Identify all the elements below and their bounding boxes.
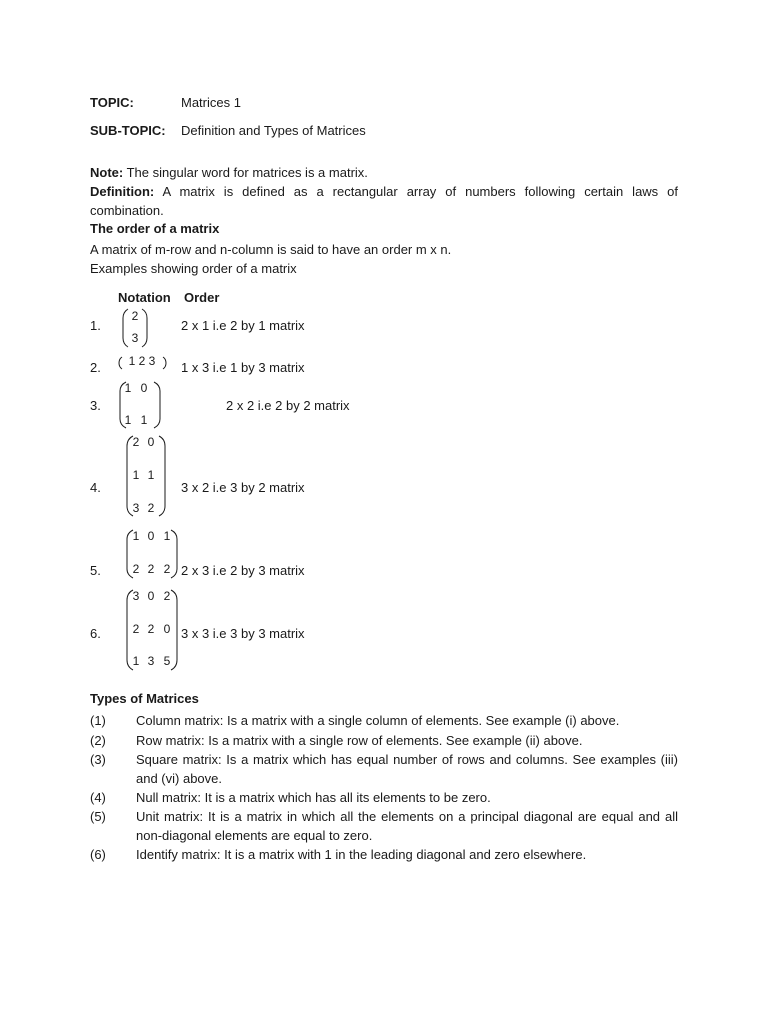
example-number: 3. xyxy=(90,398,101,413)
matrix-cell: 2 xyxy=(163,589,171,603)
matrix-example-4 xyxy=(124,434,170,518)
subtopic-label: SUB-TOPIC: xyxy=(90,123,166,138)
example-number: 6. xyxy=(90,626,101,641)
type-item-number: (5) xyxy=(90,809,106,824)
matrix-cell: 1 xyxy=(124,413,132,427)
matrix-cell: 2 xyxy=(132,435,140,449)
matrix-example-2 xyxy=(117,353,169,373)
example-number: 4. xyxy=(90,480,101,495)
type-item-number: (3) xyxy=(90,752,106,767)
example-number: 2. xyxy=(90,360,101,375)
matrix-cell: 1 xyxy=(132,468,140,482)
matrix-cell: 3 xyxy=(132,589,140,603)
type-item-number: (2) xyxy=(90,733,106,748)
matrix-cell: 5 xyxy=(163,654,171,668)
topic-label: TOPIC: xyxy=(90,95,134,110)
type-item-number: (1) xyxy=(90,713,106,728)
matrix-cell: 0 xyxy=(147,435,155,449)
type-item-text: Null matrix: It is a matrix which has all its elements to be zero. xyxy=(136,790,491,805)
order-heading: The order of a matrix xyxy=(90,221,220,236)
matrix-cell: 2 xyxy=(147,622,155,636)
note-paragraph xyxy=(90,163,678,182)
note-text: The singular word for matrices is a matrix. xyxy=(126,165,368,180)
note-label: Note: xyxy=(90,165,124,180)
example-order: 3 x 2 i.e 3 by 2 matrix xyxy=(181,480,305,495)
matrix-cell: 1 xyxy=(140,413,148,427)
matrix-cell: 1 xyxy=(132,529,140,543)
definition-paragraph xyxy=(90,182,678,220)
matrix-cell: 2 xyxy=(163,562,171,576)
matrix-example-1 xyxy=(120,308,150,348)
subtopic-value: Definition and Types of Matrices xyxy=(181,123,366,138)
matrix-cell: 0 xyxy=(147,529,155,543)
example-order: 3 x 3 i.e 3 by 3 matrix xyxy=(181,626,305,641)
example-order: 2 x 3 i.e 2 by 3 matrix xyxy=(181,563,305,578)
example-order: 2 x 1 i.e 2 by 1 matrix xyxy=(181,318,305,333)
example-order: 2 x 2 i.e 2 by 2 matrix xyxy=(226,398,350,413)
matrix-cell: 0 xyxy=(163,622,171,636)
matrix-cell: 2 xyxy=(147,501,155,515)
type-item-text: Unit matrix: It is a matrix in which all the elements on a principal diagonal are equal and all non-diagonal elements are equal to zero. xyxy=(136,809,678,843)
matrix-cell: 1 xyxy=(132,654,140,668)
type-item-text: Identify matrix: It is a matrix with 1 in the leading diagonal and zero elsewhere. xyxy=(136,847,587,862)
order-column-header: Order xyxy=(184,290,220,305)
matrix-example-3 xyxy=(117,380,163,430)
type-item-text: Square matrix: Is a matrix which has equal number of rows and columns. See examples (iii) and (vi) above. xyxy=(136,752,678,786)
matrix-cell: 1 xyxy=(124,381,132,395)
type-item-number: (4) xyxy=(90,790,106,805)
matrix-cell: 3 xyxy=(132,501,140,515)
definition-label: Definition: xyxy=(90,184,155,199)
type-item-number: (6) xyxy=(90,847,106,862)
matrix-example-5 xyxy=(124,528,180,580)
topic-value: Matrices 1 xyxy=(181,95,241,110)
matrix-cell: 2 xyxy=(131,309,139,323)
matrix-cell: 2 xyxy=(132,622,140,636)
type-item-text: Column matrix: Is a matrix with a single column of elements. See example (i) above. xyxy=(136,713,620,728)
matrix-cell: 1 xyxy=(163,529,171,543)
types-heading: Types of Matrices xyxy=(90,691,199,706)
matrix-cell: 0 xyxy=(147,589,155,603)
example-order: 1 x 3 i.e 1 by 3 matrix xyxy=(181,360,305,375)
example-number: 1. xyxy=(90,318,101,333)
matrix-cell: 1 2 3 xyxy=(128,354,156,368)
example-number: 5. xyxy=(90,563,101,578)
matrix-cell: 2 xyxy=(147,562,155,576)
matrix-cell: 3 xyxy=(147,654,155,668)
matrix-cell: 3 xyxy=(131,331,139,345)
matrix-cell: 2 xyxy=(132,562,140,576)
type-item-text: Row matrix: Is a matrix with a single row of elements. See example (ii) above. xyxy=(136,733,583,748)
matrix-cell: 0 xyxy=(140,381,148,395)
notation-column-header: Notation xyxy=(118,290,171,305)
matrix-cell: 1 xyxy=(147,468,155,482)
definition-text: A matrix is defined as a rectangular array of numbers following certain laws of combination. xyxy=(90,184,678,218)
order-line-1: A matrix of m-row and n-column is said to have an order m x n. xyxy=(90,242,452,257)
matrix-example-6 xyxy=(124,588,180,672)
order-line-2: Examples showing order of a matrix xyxy=(90,261,297,276)
